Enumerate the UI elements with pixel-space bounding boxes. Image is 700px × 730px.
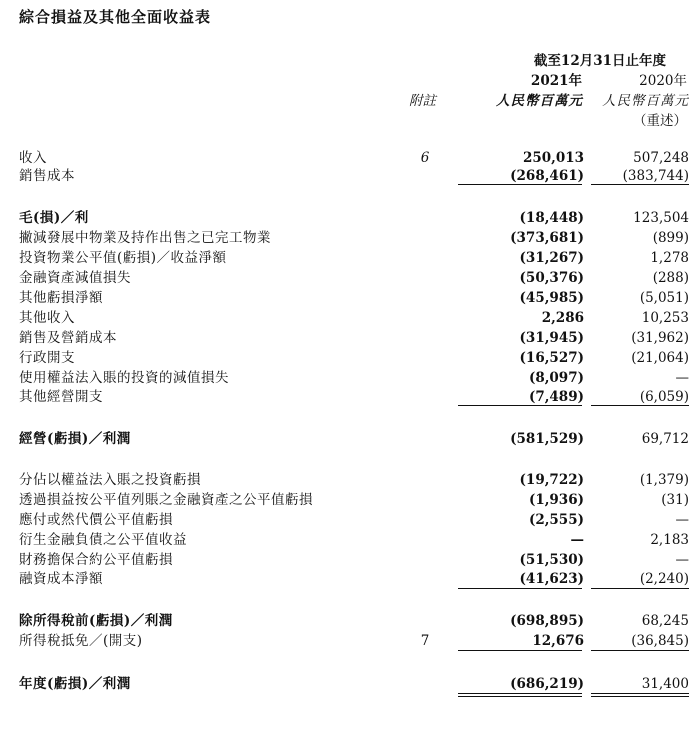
value-2021: (51,530)	[519, 552, 584, 568]
value-2021: (8,097)	[528, 370, 584, 386]
col-2021-year: 2021年	[530, 73, 582, 89]
value-2020: (5,051)	[639, 290, 689, 306]
row-label: 經營(虧損)／利潤	[19, 431, 131, 447]
value-2021: (2,555)	[528, 512, 584, 528]
table-row	[0, 348, 700, 368]
value-2020: 1,278	[650, 250, 689, 266]
row-label: 除所得稅前(虧損)／利潤	[19, 613, 173, 629]
row-label: 分佔以權益法入賬之投資虧損	[19, 472, 201, 488]
subtotal-rule-2020	[591, 405, 689, 406]
value-2021: (1,936)	[528, 492, 584, 508]
value-2020: —	[675, 552, 689, 568]
table-row	[0, 631, 700, 651]
table-row	[0, 288, 700, 308]
row-note: 7	[420, 633, 430, 649]
subtotal-rule-2021	[458, 405, 582, 406]
row-label: 融資成本淨額	[19, 571, 103, 587]
value-2020: 68,245	[641, 613, 689, 629]
row-label: 其他虧損淨額	[19, 290, 103, 306]
row-label: 應付或然代價公平值虧損	[19, 512, 173, 528]
row-label: 銷售成本	[19, 168, 75, 184]
value-2020: (899)	[652, 230, 689, 246]
subtotal-rule-2020	[591, 588, 689, 589]
table-row	[0, 611, 700, 631]
total-double-rule-2020	[591, 693, 689, 694]
value-2020: (31,962)	[631, 330, 689, 346]
row-label: 所得稅抵免／(開支)	[19, 633, 143, 649]
table-row	[0, 387, 700, 407]
value-2020: (2,240)	[639, 571, 689, 587]
table-row	[0, 470, 700, 490]
row-label: 撇減發展中物業及持作出售之已完工物業	[19, 230, 271, 246]
value-2021: (18,448)	[519, 210, 584, 226]
value-2021: (31,267)	[519, 250, 584, 266]
table-row	[0, 328, 700, 348]
value-2021: (698,895)	[510, 613, 584, 629]
table-row	[0, 228, 700, 248]
col-note-header: 附註	[409, 93, 436, 109]
value-2020: —	[675, 370, 689, 386]
value-2020: —	[675, 512, 689, 528]
total-double-rule-2021	[458, 696, 582, 697]
subtotal-rule-2021	[458, 650, 582, 651]
value-2020: (1,379)	[639, 472, 689, 488]
value-2020: 507,248	[633, 150, 689, 166]
row-label: 衍生金融負債之公平值收益	[19, 532, 187, 548]
value-2021: (7,489)	[528, 389, 584, 405]
value-2021: (19,722)	[519, 472, 584, 488]
value-2020: 69,712	[641, 431, 689, 447]
row-note: 6	[420, 150, 430, 166]
value-2020: 10,253	[641, 310, 689, 326]
value-2020: 31,400	[641, 676, 689, 692]
row-label: 投資物業公平值(虧損)／收益淨額	[19, 250, 227, 266]
value-2021: (581,529)	[510, 431, 584, 447]
subtotal-rule-2021	[458, 184, 582, 185]
col-2020-year: 2020年	[639, 73, 687, 89]
table-row	[0, 674, 700, 694]
total-double-rule-2020	[591, 696, 689, 697]
col-2021-unit: 人民幣百萬元	[496, 93, 583, 109]
table-row	[0, 248, 700, 268]
table-row	[0, 208, 700, 228]
table-row	[0, 368, 700, 388]
value-2020: (6,059)	[639, 389, 689, 405]
table-row	[0, 569, 700, 589]
row-label: 毛(損)／利	[19, 210, 89, 226]
table-row	[0, 429, 700, 449]
value-2020: (36,845)	[631, 633, 689, 649]
value-2021: (50,376)	[519, 270, 584, 286]
table-row	[0, 166, 700, 186]
statement-title: 綜合損益及其他全面收益表	[19, 8, 212, 26]
value-2020: (21,064)	[631, 350, 689, 366]
table-row	[0, 550, 700, 570]
value-2021: —	[570, 532, 584, 548]
value-2021: (373,681)	[510, 230, 584, 246]
row-label: 使用權益法入賬的投資的減值損失	[19, 370, 229, 386]
value-2021: (31,945)	[519, 330, 584, 346]
value-2021: (686,219)	[510, 676, 584, 692]
table-row	[0, 490, 700, 510]
row-label: 銷售及營銷成本	[19, 330, 117, 346]
table-row	[0, 308, 700, 328]
value-2020: (383,744)	[622, 168, 689, 184]
value-2021: (45,985)	[519, 290, 584, 306]
row-label: 收入	[19, 150, 47, 166]
row-label: 年度(虧損)／利潤	[19, 676, 131, 692]
subtotal-rule-2020	[591, 650, 689, 651]
value-2021: (41,623)	[519, 571, 584, 587]
subtotal-rule-2021	[458, 588, 582, 589]
value-2021: (268,461)	[510, 168, 584, 184]
value-2020: 2,183	[650, 532, 689, 548]
period-header: 截至12月31日止年度	[533, 53, 666, 69]
value-2021: 2,286	[541, 310, 584, 326]
value-2021: (16,527)	[519, 350, 584, 366]
table-row	[0, 530, 700, 550]
total-double-rule-2021	[458, 693, 582, 694]
value-2021: 250,013	[522, 150, 584, 166]
table-row	[0, 268, 700, 288]
col-2020-unit: 人民幣百萬元	[602, 93, 689, 109]
value-2021: 12,676	[532, 633, 584, 649]
table-row	[0, 148, 700, 168]
row-label: 其他經營開支	[19, 389, 103, 405]
row-label: 金融資產減值損失	[19, 270, 131, 286]
col-2020-restated: （重述）	[633, 113, 687, 129]
row-label: 行政開支	[19, 350, 75, 366]
table-row	[0, 510, 700, 530]
value-2020: (31)	[661, 492, 689, 508]
value-2020: (288)	[652, 270, 689, 286]
subtotal-rule-2020	[591, 184, 689, 185]
row-label: 財務擔保合約公平值虧損	[19, 552, 173, 568]
value-2020: 123,504	[633, 210, 689, 226]
row-label: 其他收入	[19, 310, 75, 326]
row-label: 透過損益按公平值列賬之金融資產之公平值虧損	[19, 492, 313, 508]
